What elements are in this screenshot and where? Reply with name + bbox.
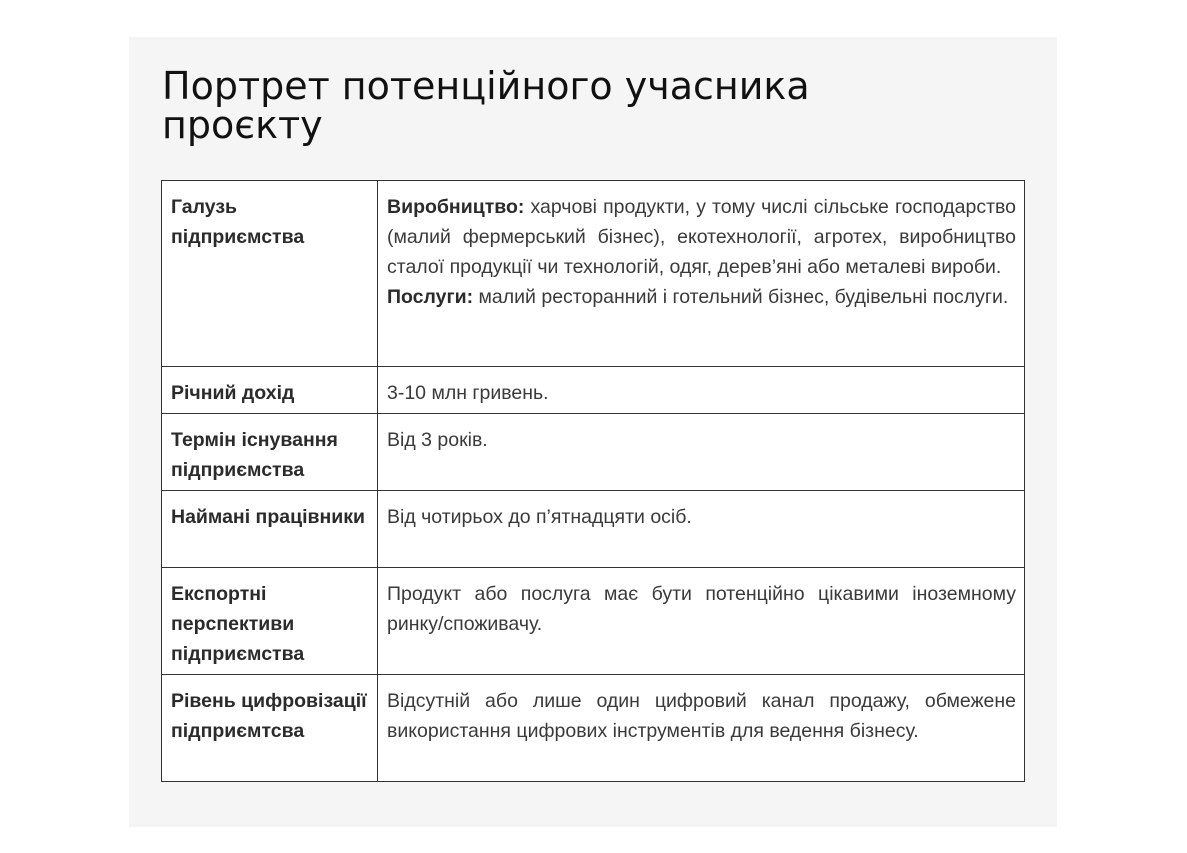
row-value: Від чотирьох до п’ятнадцяти осіб.: [378, 491, 1025, 568]
row-value: Продукт або послуга має бути потенційно цікавими іноземному ринку/споживачу.: [378, 568, 1025, 675]
row-value: 3-10 млн гривень.: [378, 367, 1025, 414]
participant-profile-table: [161, 180, 1025, 782]
row-label: Наймані працівники: [162, 491, 378, 568]
table-row-export-prospects: [162, 568, 1025, 675]
table-row-industry: [162, 181, 1025, 367]
table-row-employees: [162, 491, 1025, 568]
industry-services: [387, 282, 1016, 312]
services-heading: Послуги:: [387, 286, 474, 308]
row-value: Від 3 років.: [378, 414, 1025, 491]
row-label: Експортні перспективи підприємства: [162, 568, 378, 675]
content-card: [129, 37, 1057, 827]
row-label: Термін існування підприємства: [162, 414, 378, 491]
page-title: Портрет потенційного учасника проєкту: [162, 64, 810, 147]
row-value: [378, 181, 1025, 367]
row-label: Річний дохід: [162, 367, 378, 414]
table-row-annual-income: [162, 367, 1025, 414]
row-label: Рівень цифровізації підприємтсва: [162, 675, 378, 782]
row-value: Відсутній або лише один цифровий канал продажу, обмежене використання цифрових інструментів для ведення бізнесу.: [378, 675, 1025, 782]
production-heading: Виробництво:: [387, 196, 525, 218]
industry-production: [387, 192, 1016, 282]
production-text: харчові продукти, у тому числі сільське господарство (малий фермерський бізнес), екотехнології, агротех, виробництво сталої продукції чи технологій, одяг, дерев’яні або металеві вироби.: [387, 196, 1016, 278]
table-row-company-age: [162, 414, 1025, 491]
services-text: малий ресторанний і готельний бізнес, будівельні послуги.: [473, 286, 1009, 308]
row-label: Галузь підприємства: [162, 181, 378, 367]
table-row-digitalization: [162, 675, 1025, 782]
